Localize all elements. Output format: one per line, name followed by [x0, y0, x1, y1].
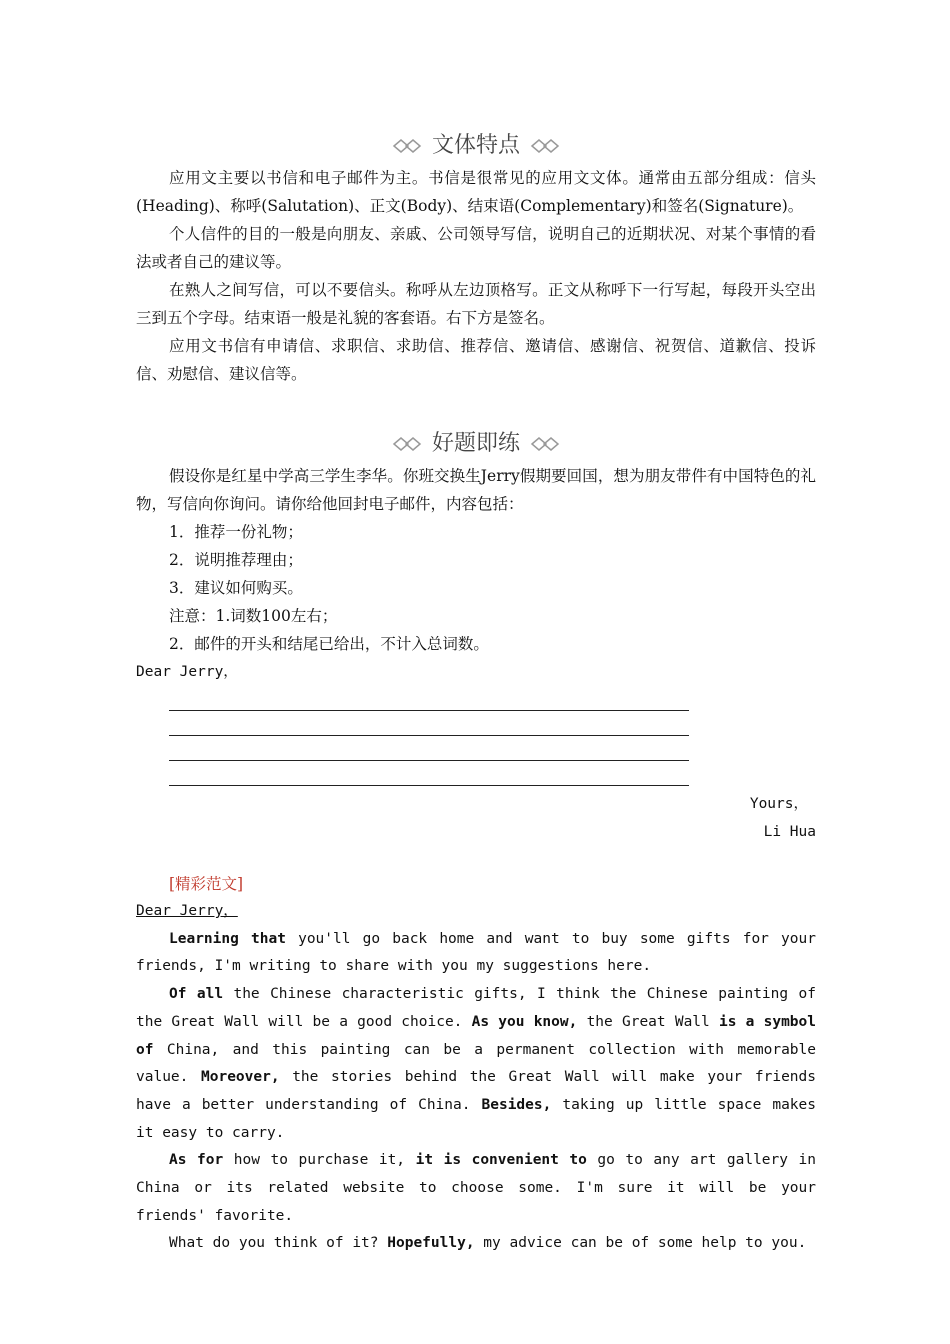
- sample-salutation: Dear Jerry，: [136, 903, 238, 919]
- sample-paragraph: Learning that you'll go back home and want to buy some gifts for your friends, I'm writing to share with you my suggestions here.: [136, 930, 816, 975]
- letter-closing: Yours，: [749, 796, 808, 812]
- task-note: 2．邮件的开头和结尾已给出，不计入总词数。: [169, 635, 489, 653]
- sample-paragraph: As for how to purchase it, it is convenient to go to any art gallery in China or its related website to choose some. I'm sure it will be your friends' favorite.: [136, 1152, 816, 1224]
- diamond-ornament-right-icon: [526, 138, 560, 154]
- task-item: 2．说明推荐理由；: [169, 551, 303, 569]
- section-heading-style: [136, 128, 816, 164]
- sample-paragraph: What do you think of it? Hopefully, my advice can be of some help to you.: [169, 1235, 807, 1252]
- section-heading-practice: [136, 426, 816, 462]
- task-prompt: 假设你是红星中学高三学生李华。你班交换生Jerry假期要回国，想为朋友带件有中国特色的礼物，写信向你询问。请你给他回封电子邮件，内容包括：: [136, 467, 816, 513]
- paragraph: 应用文主要以书信和电子邮件为主。书信是很常见的应用文文体。通常由五部分组成：信头(Heading)、称呼(Salutation)、正文(Body)、结束语(Complementary)和签名(Signature)。: [136, 169, 816, 215]
- paragraph: 个人信件的目的一般是向朋友、亲戚、公司领导写信，说明自己的近期状况、对某个事情的看法或者自己的建议等。: [136, 225, 816, 271]
- answer-line[interactable]: [169, 761, 689, 786]
- task-item: 1．推荐一份礼物；: [169, 523, 303, 541]
- diamond-ornament-left-icon: [392, 138, 426, 154]
- paragraph: 在熟人之间写信，可以不要信头。称呼从左边顶格写。正文从称呼下一行写起，每段开头空出三到五个字母。结束语一般是礼貌的客套语。右下方是签名。: [136, 281, 816, 327]
- paragraph: 应用文书信有申请信、求职信、求助信、推荐信、邀请信、感谢信、祝贺信、道歉信、投诉信、劝慰信、建议信等。: [136, 337, 816, 383]
- task-item: 3．建议如何购买。: [169, 579, 303, 597]
- document-page: [136, 128, 816, 1258]
- diamond-ornament-right-icon: [526, 436, 560, 452]
- answer-line[interactable]: [169, 711, 689, 736]
- sample-paragraph: Of all the Chinese characteristic gifts, I think the Chinese painting of the Great Wall will be a good choice. As you know, the Great Wall is a symbol of China, and this painting can be a permanent collection with memorable value. Moreover, the stories behind the Great Wall will make your friends have a better understanding of China. Besides, taking up little space makes it easy to carry.: [136, 986, 816, 1141]
- section-title: 文体特点: [431, 133, 520, 158]
- sample-label: [精彩范文]: [169, 875, 244, 893]
- diamond-ornament-left-icon: [392, 436, 426, 452]
- answer-line[interactable]: [169, 686, 689, 711]
- section-title: 好题即练: [431, 431, 520, 456]
- task-note: 注意：1.词数100左右；: [169, 607, 338, 625]
- letter-salutation: Dear Jerry，: [136, 664, 238, 680]
- letter-signature: Li Hua: [763, 824, 816, 840]
- answer-line[interactable]: [169, 736, 689, 761]
